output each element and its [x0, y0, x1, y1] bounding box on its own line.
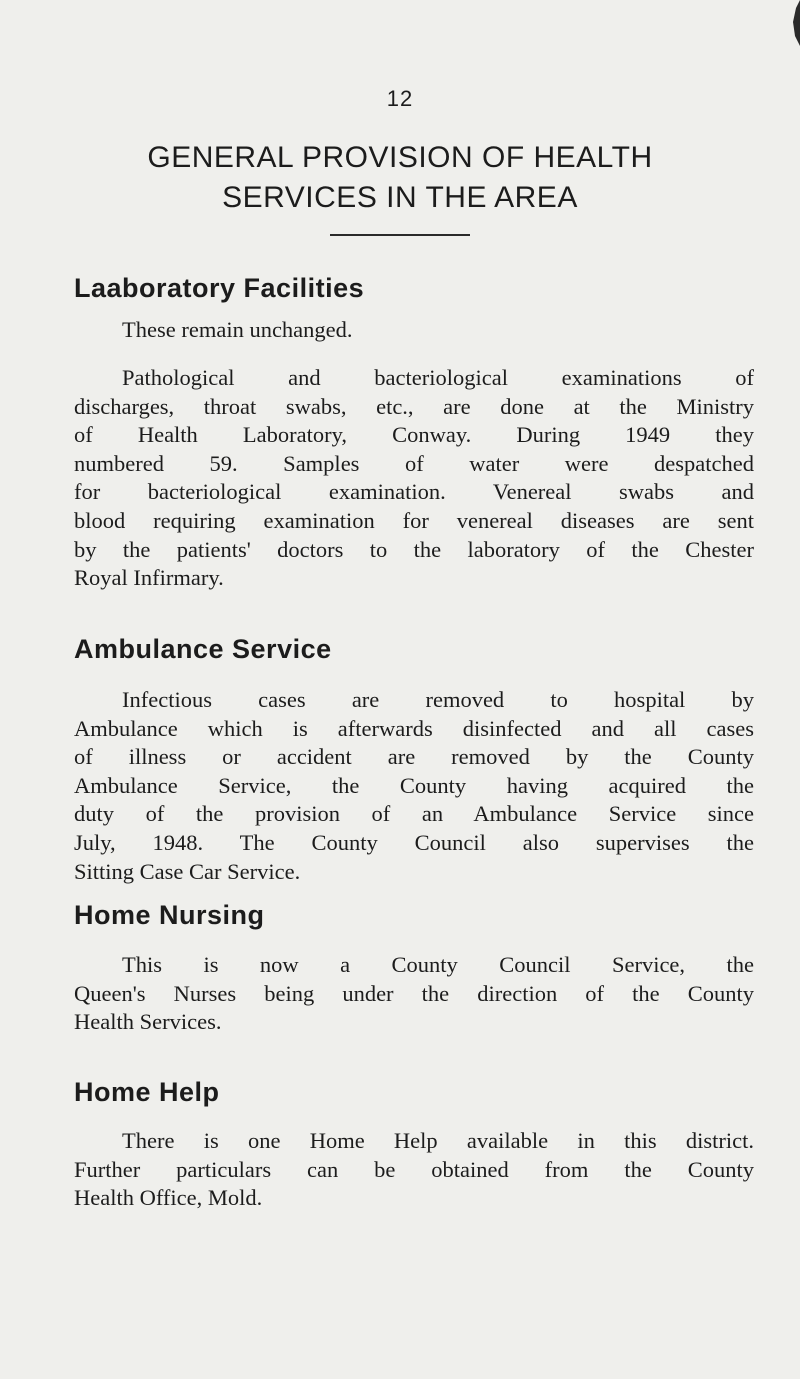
- text-line: by the patients' doctors to the laboratory of the Chester: [74, 536, 754, 562]
- text-line: These remain unchanged.: [122, 317, 353, 342]
- laboratory-heading: Laaboratory Facilities: [74, 273, 365, 303]
- home-nursing-heading: Home Nursing: [74, 900, 265, 930]
- home-help-heading: Home Help: [74, 1077, 220, 1107]
- page-number: 12: [386, 86, 414, 111]
- text-line: Ambulance which is afterwards disinfected and all cases: [74, 715, 754, 741]
- text-line: blood requiring examination for venereal diseases are sent: [74, 507, 754, 533]
- text-line: discharges, throat swabs, etc., are done at the Ministry: [74, 393, 754, 419]
- text-line: for bacteriological examination. Venereal swabs and: [74, 479, 754, 505]
- page-title-line-1: GENERAL PROVISION OF HEALTH: [147, 141, 653, 174]
- text-line: duty of the provision of an Ambulance Service since: [74, 801, 754, 827]
- text-line: of illness or accident are removed by the County: [74, 744, 754, 770]
- home-nursing-paragraph: [74, 951, 754, 1037]
- text-line: Further particulars can be obtained from the County: [74, 1156, 754, 1182]
- text-line: Pathological and bacteriological examinations of: [122, 365, 754, 390]
- ambulance-heading: Ambulance Service: [74, 634, 332, 664]
- page-edge-mark: [788, 0, 800, 46]
- title-divider: [330, 234, 470, 236]
- text-line: July, 1948. The County Council also supervises the: [74, 829, 754, 855]
- laboratory-paragraph-1: [74, 316, 754, 345]
- page-title: [0, 138, 800, 218]
- text-line: Health Office, Mold.: [74, 1185, 263, 1211]
- text-line: Infectious cases are removed to hospital by: [122, 687, 754, 712]
- text-line: Health Services.: [74, 1009, 222, 1035]
- text-line: This is now a County Council Service, the: [122, 952, 754, 977]
- home-help-paragraph: [74, 1127, 754, 1213]
- text-line: Queen's Nurses being under the direction of the County: [74, 980, 754, 1006]
- text-line: numbered 59. Samples of water were despatched: [74, 450, 754, 476]
- text-line: Ambulance Service, the County having acquired the: [74, 772, 754, 798]
- text-line: Royal Infirmary.: [74, 565, 224, 591]
- page-title-line-2: SERVICES IN THE AREA: [222, 181, 578, 214]
- laboratory-paragraph-2: [74, 364, 754, 593]
- text-line: There is one Home Help available in this district.: [122, 1128, 754, 1153]
- text-line: of Health Laboratory, Conway. During 1949 they: [74, 422, 754, 448]
- text-line: Sitting Case Car Service.: [74, 858, 301, 884]
- ambulance-paragraph: [74, 686, 754, 886]
